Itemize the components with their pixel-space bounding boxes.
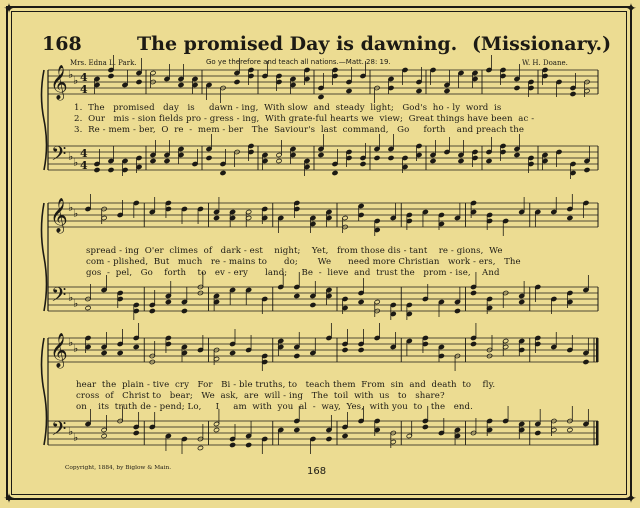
hymn-title-subtitle: (Missionary.) — [471, 33, 612, 55]
system-1-bass-note — [486, 158, 492, 163]
system-3-treble-note — [358, 347, 364, 352]
system-1-bass-note — [206, 155, 212, 160]
system-3-bass-note — [294, 427, 300, 432]
hymn-number: 168 — [42, 33, 82, 55]
lyric-line-s3-v3: on its truth de - pend; Lo, I am with you al - way, Yes, with you to the end. — [76, 402, 473, 412]
system-1-bass-clef-icon: 𝄢 — [51, 142, 67, 170]
system-3-flat-icon: ♭ — [73, 431, 79, 444]
system-3-bass-note — [535, 430, 541, 435]
copyright-notice: Copyright, 1884, by Biglow & Main. — [65, 465, 172, 471]
lyric-line-s1-v3: 3. Re - mem - ber, O re - mem - ber The Saviour's last command, Go forth and preach the — [74, 125, 525, 135]
system-1-time-signature-icon: 4 — [80, 147, 88, 160]
final-double-barline — [596, 421, 599, 445]
system-2-bass-clef-icon: 𝄢 — [51, 283, 67, 311]
system-1-bass-note — [164, 158, 170, 163]
hymn-title-main: The promised Day is dawning. — [137, 33, 458, 55]
lyric-line-s3-v1: hear the plain - tive cry For Bi - ble truths, to teach them From sin and death to fly. — [76, 380, 496, 390]
system-1-treble-note — [178, 82, 184, 87]
system-3-bass-note — [422, 424, 428, 429]
lyricist-credit: Mrs. Edna L. Park. — [70, 59, 137, 67]
system-3-treble-note — [470, 341, 476, 346]
system-3-flat-icon: ♭ — [68, 425, 74, 438]
system-1-time-signature-icon: 4 — [80, 159, 88, 172]
lyric-line-s1-v2: 2. Our mis - sion fields pro - gress - ing, With grate-ful hearts we view; Great things have been ac - — [74, 114, 535, 124]
lyric-line-s2-v3: gos - pel, Go forth to ev - ery land; Be - lieve and trust the prom - ise, And — [86, 268, 500, 278]
system-2-flat-icon: ♭ — [73, 207, 79, 220]
system-1-treble-note — [234, 79, 240, 84]
system-1-treble-clef-icon: 𝄞 — [50, 65, 68, 100]
lyric-line-s1-v1: 1. The promised day is dawn - ing, With slow and steady light; God's ho - ly word is — [74, 103, 502, 113]
system-3-flat-icon: ♭ — [73, 342, 79, 355]
system-1-brace — [42, 70, 47, 170]
system-1-bass-note — [514, 152, 520, 157]
system-3-brace — [42, 338, 47, 445]
corner-ornament-icon: ✦ — [3, 491, 15, 507]
system-1-treble-note — [346, 88, 352, 93]
system-3-bass-note — [197, 445, 203, 450]
system-1-bass-note — [150, 158, 156, 163]
system-3-bass-note — [213, 427, 219, 432]
system-2-brace — [42, 203, 47, 311]
system-1-bass-note — [388, 155, 394, 160]
system-3-treble-note — [583, 359, 589, 364]
system-3-flat-icon: ♭ — [68, 336, 74, 349]
system-1-flat-icon: ♭ — [73, 74, 79, 87]
system-2-bass-note — [294, 293, 300, 298]
system-3-treble-clef-icon: 𝄞 — [50, 333, 68, 368]
system-1-bass-note — [332, 170, 338, 175]
system-1-bass-note — [318, 152, 324, 157]
final-double-barline — [596, 338, 599, 362]
system-1-bass-note — [458, 158, 464, 163]
system-2-treble-note — [567, 215, 573, 220]
system-3-bass-note — [567, 427, 573, 432]
system-1-bass-note — [360, 161, 366, 166]
system-3-bass-note — [342, 433, 348, 438]
system-1-treble-note — [444, 88, 450, 93]
lyric-line-s2-v2: com - plished, But much re - mains to do; We need more Christian work - ers, The — [86, 257, 521, 267]
scripture-reference: Go ye therefore and teach all nations.—Matt. 28: 19. — [206, 58, 391, 66]
system-1-bass-note — [94, 167, 100, 172]
lyric-line-s3-v2: cross of Christ to bear; We ask, are will - ing The toil with us to share? — [76, 391, 445, 401]
system-1-treble-note — [570, 91, 576, 96]
system-3-bass-note — [101, 433, 107, 438]
corner-ornament-icon: ✦ — [625, 1, 637, 17]
system-3-treble-note — [117, 350, 123, 355]
system-1-bass-note — [220, 170, 226, 175]
system-3-treble-note — [294, 353, 300, 358]
system-2-bass-note — [165, 299, 171, 304]
system-2-bass-note — [85, 305, 91, 310]
system-1-treble-note — [318, 94, 324, 99]
composer-credit: W. H. Doane. — [522, 59, 568, 67]
system-2-bass-note — [470, 290, 476, 295]
system-2-flat-icon: ♭ — [68, 291, 74, 304]
system-1-treble-note — [136, 79, 142, 84]
system-3-bass-note — [326, 436, 332, 441]
system-2-flat-icon: ♭ — [73, 297, 79, 310]
system-1-time-signature-icon: 4 — [80, 83, 88, 96]
system-3-bass-note — [133, 430, 139, 435]
system-1-treble-note — [108, 73, 114, 78]
system-1-flat-icon: ♭ — [68, 150, 74, 163]
system-1-time-signature-icon: 4 — [80, 71, 88, 84]
system-1-bass-note — [276, 158, 282, 163]
system-1-treble-note — [514, 85, 520, 90]
system-3-bass-note — [230, 442, 236, 447]
corner-ornament-icon: ✦ — [625, 491, 637, 507]
system-2-bass-note — [519, 299, 525, 304]
system-3-treble-note — [230, 350, 236, 355]
corner-ornament-icon: ✦ — [3, 1, 15, 17]
system-1-bass-note — [584, 167, 590, 172]
system-3-bass-clef-icon: 𝄢 — [51, 417, 67, 445]
system-1-flat-icon: ♭ — [73, 156, 79, 169]
system-3-treble-note — [101, 350, 107, 355]
system-2-treble-note — [213, 215, 219, 220]
system-1-bass-note — [430, 158, 436, 163]
system-1-bass-note — [374, 155, 380, 160]
system-1-bass-note — [108, 167, 114, 172]
system-1-flat-icon: ♭ — [68, 68, 74, 81]
system-2-bass-note — [358, 299, 364, 304]
system-2-flat-icon: ♭ — [68, 201, 74, 214]
system-2-bass-note — [149, 308, 155, 313]
system-3-treble-note — [342, 347, 348, 352]
lyric-line-s2-v1: spread - ing O'er climes of dark - est night; Yet, from those dis - tant re - gions, We — [86, 246, 503, 256]
system-3-treble-note — [133, 344, 139, 349]
system-2-bass-note — [310, 302, 316, 307]
system-1-treble-note — [416, 88, 422, 93]
system-2-treble-clef-icon: 𝄞 — [50, 198, 68, 233]
system-3-bass-note — [246, 442, 252, 447]
page-number: 168 — [307, 466, 327, 477]
system-2-bass-note — [454, 308, 460, 313]
system-2-bass-note — [181, 308, 187, 313]
